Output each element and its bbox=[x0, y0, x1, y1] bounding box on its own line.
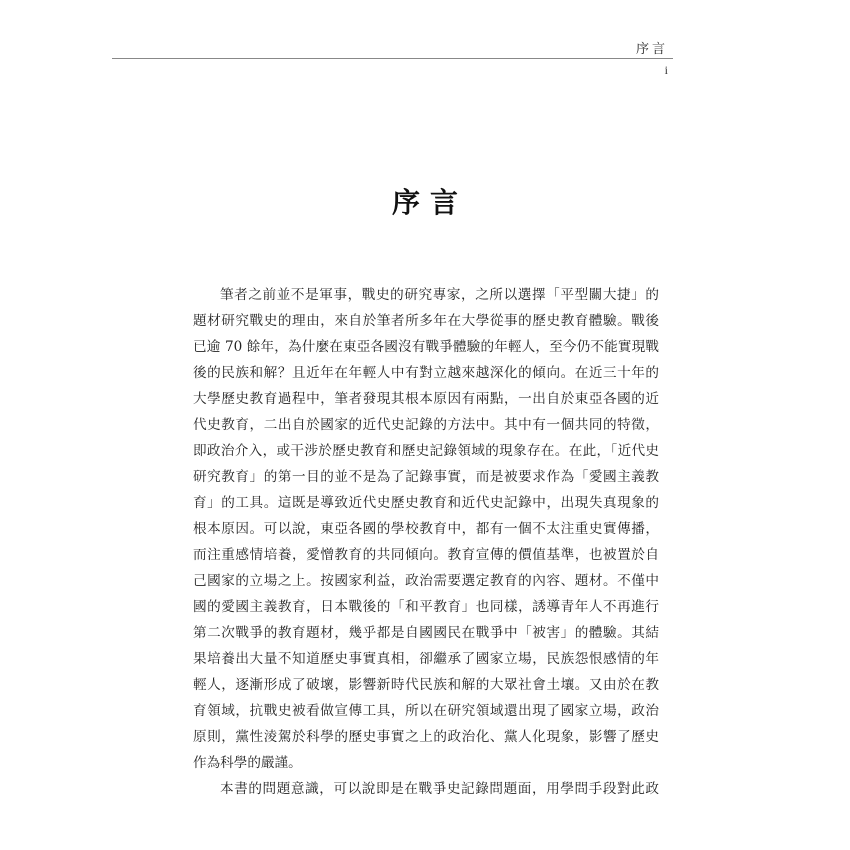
paragraph-line: 原則，黨性淩駕於科學的歷史事實之上的政治化、黨人化現象，影響了歷史 bbox=[193, 729, 659, 745]
running-head-title: 序言 bbox=[635, 42, 668, 57]
paragraph-line: 育領域，抗戰史被看做宣傳工具，所以在研究領域還出現了國家立場，政治 bbox=[193, 703, 659, 719]
page-number: i bbox=[664, 63, 668, 77]
paragraph-line: 研究教育」的第一目的並不是為了記錄事實，而是被要求作為「愛國主義教 bbox=[193, 469, 659, 485]
paragraph-line: 第二次戰爭的教育題材，幾乎都是自國國民在戰爭中「被害」的體驗。其結 bbox=[193, 625, 659, 641]
paragraph-line: 題材研究戰史的理由，來自於筆者所多年在大學從事的歷史教育體驗。戰後 bbox=[193, 313, 659, 329]
paragraph-line: 果培養出大量不知道歷史事實真相，卻繼承了國家立場，民族怨恨感情的年 bbox=[193, 651, 659, 667]
paragraph-line: 己國家的立場之上。按國家利益，政治需要選定教育的內容、題材。不僅中 bbox=[193, 573, 659, 589]
paragraph-line: 作為科學的嚴謹。 bbox=[193, 755, 302, 771]
paragraph-line: 輕人，逐漸形成了破壞，影響新時代民族和解的大眾社會土壤。又由於在教 bbox=[193, 677, 659, 693]
paragraph-line: 已逾 70 餘年，為什麼在東亞各國沒有戰爭體驗的年輕人，至今仍不能實現戰 bbox=[193, 339, 659, 355]
paragraph-line: 代史教育，二出自於國家的近代史記錄的方法中。其中有一個共同的特徵， bbox=[193, 417, 659, 433]
paragraph-line: 大學歷史教育過程中，筆者發現其根本原因有兩點，一出自於東亞各國的近 bbox=[193, 391, 659, 407]
paragraph-line: 國的愛國主義教育，日本戰後的「和平教育」也同樣，誘導青年人不再進行 bbox=[193, 599, 659, 615]
paragraph-line: 即政治介入，或干涉於歷史教育和歷史記錄領域的現象存在。在此，「近代史 bbox=[193, 443, 659, 459]
chapter-title: 序言 bbox=[391, 186, 468, 219]
header-rule bbox=[112, 58, 673, 59]
paragraph-line: 育」的工具。這既是導致近代史歷史教育和近代史記錄中，出現失真現象的 bbox=[193, 495, 659, 511]
paragraph-line: 本書的問題意識，可以說即是在戰爭史記錄問題面，用學問手段對此政 bbox=[220, 781, 659, 797]
paragraph-line: 筆者之前並不是軍事，戰史的研究專家，之所以選擇「平型關大捷」的 bbox=[220, 287, 659, 303]
paragraph-line: 根本原因。可以說，東亞各國的學校教育中，都有一個不太注重史實傳播， bbox=[193, 521, 659, 537]
paragraph-line: 而注重感情培養，愛憎教育的共同傾向。教育宣傳的價值基準，也被置於自 bbox=[193, 547, 659, 563]
body-text bbox=[193, 282, 659, 802]
paragraph-line: 後的民族和解？且近年在年輕人中有對立越來越深化的傾向。在近三十年的 bbox=[193, 365, 659, 381]
